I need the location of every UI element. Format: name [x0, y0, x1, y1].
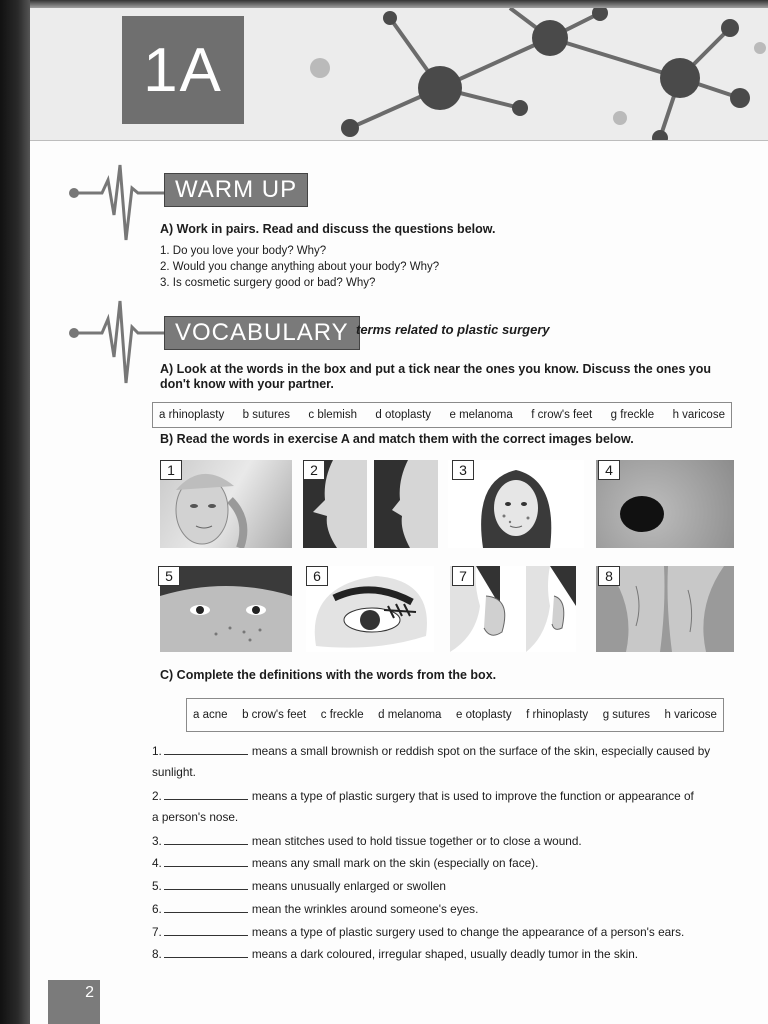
definition-number: 4.: [152, 856, 162, 870]
word-box-item: g sutures: [602, 709, 650, 721]
definition-item: [152, 879, 742, 894]
scan-edge-shadow: [0, 0, 30, 1024]
word-box-item: c freckle: [320, 709, 364, 721]
heartbeat-icon: [66, 295, 166, 390]
definition-number: 7.: [152, 925, 162, 939]
answer-blank[interactable]: [164, 902, 248, 913]
definition-number: 3.: [152, 834, 162, 848]
word-box-item: h varicose: [672, 409, 725, 421]
page-number: 2: [48, 980, 100, 1024]
word-box-c: [186, 698, 724, 732]
definition-item: [152, 834, 742, 849]
word-box-item: b crow's feet: [242, 709, 307, 721]
definition-item: [152, 947, 742, 962]
vocabulary-subtitle: terms related to plastic surgery: [356, 322, 550, 337]
image-number-tag: 6: [306, 566, 328, 586]
definition-item: [152, 925, 742, 940]
answer-blank[interactable]: [164, 834, 248, 845]
word-box-item: f rhinoplasty: [526, 709, 589, 721]
image-number-tag: 2: [303, 460, 325, 480]
image-number-tag: 1: [160, 460, 182, 480]
vocabulary-instruction-a: A) Look at the words in the box and put a tick near the ones you know. Discuss the ones you don't know with your partner.: [160, 362, 712, 391]
definition-item: [152, 789, 742, 825]
image-nose-profile-after: [374, 460, 438, 548]
profile-icon: [374, 460, 438, 548]
word-box-a: [152, 402, 732, 428]
vocabulary-instruction-c: C) Complete the definitions with the words from the box.: [160, 668, 497, 682]
definition-text: means any small mark on the skin (especially on face).: [251, 856, 539, 870]
image-number-tag: 5: [158, 566, 180, 586]
unit-label: 1A: [122, 16, 244, 124]
definition-number: 8.: [152, 947, 162, 961]
answer-blank[interactable]: [164, 879, 248, 890]
word-box-item: d melanoma: [378, 709, 442, 721]
image-number-tag: 7: [452, 566, 474, 586]
definition-text: means a type of plastic surgery used to change the appearance of a person's ears.: [251, 925, 685, 939]
image-number-tag: 8: [598, 566, 620, 586]
definition-number: 5.: [152, 879, 162, 893]
definition-item: [152, 856, 742, 871]
vocabulary-heading: VOCABULARY: [164, 316, 360, 350]
warm-up-question: 1. Do you love your body? Why?: [160, 245, 327, 257]
image-number-tag: 4: [598, 460, 620, 480]
answer-blank[interactable]: [164, 744, 248, 755]
definition-text: means unusually enlarged or swollen: [251, 879, 446, 893]
heartbeat-icon: [66, 160, 166, 250]
word-box-item: e melanoma: [449, 409, 513, 421]
answer-blank[interactable]: [164, 856, 248, 867]
word-box-item: e otoplasty: [455, 709, 512, 721]
warm-up-heading: WARM UP: [164, 173, 308, 207]
molecule-graphic: [260, 8, 768, 141]
definition-number: 2.: [152, 789, 162, 803]
word-box-item: h varicose: [664, 709, 717, 721]
warm-up-instruction: A) Work in pairs. Read and discuss the questions below.: [160, 222, 496, 236]
definition-text: a person's nose.: [152, 810, 239, 824]
definition-text: mean the wrinkles around someone's eyes.: [251, 902, 479, 916]
word-box-item: f crow's feet: [531, 409, 593, 421]
vocabulary-instruction-b: B) Read the words in exercise A and match them with the correct images below.: [160, 432, 634, 446]
definition-text: means a small brownish or reddish spot on the surface of the skin, especially caused by: [251, 744, 711, 758]
definition-item: [152, 902, 742, 917]
definition-text: means a dark coloured, irregular shaped, usually deadly tumor in the skin.: [251, 947, 639, 961]
definition-text: mean stitches used to hold tissue together or to close a wound.: [251, 834, 582, 848]
definition-text: sunlight.: [152, 765, 196, 779]
definition-text: means a type of plastic surgery that is used to improve the function or appearance of: [251, 789, 694, 803]
answer-blank[interactable]: [164, 925, 248, 936]
definition-number: 1.: [152, 744, 162, 758]
answer-blank[interactable]: [164, 789, 248, 800]
word-box-item: g freckle: [610, 409, 655, 421]
answer-blank[interactable]: [164, 947, 248, 958]
image-number-tag: 3: [452, 460, 474, 480]
definition-number: 6.: [152, 902, 162, 916]
word-box-item: a rhinoplasty: [159, 409, 225, 421]
word-box-item: d otoplasty: [375, 409, 432, 421]
warm-up-question: 2. Would you change anything about your body? Why?: [160, 261, 440, 273]
definition-item: [152, 744, 742, 780]
word-box-item: b sutures: [242, 409, 290, 421]
warm-up-question: 3. Is cosmetic surgery good or bad? Why?: [160, 277, 376, 289]
unit-banner: [30, 8, 768, 141]
word-box-item: c blemish: [308, 409, 357, 421]
word-box-item: a acne: [193, 709, 228, 721]
